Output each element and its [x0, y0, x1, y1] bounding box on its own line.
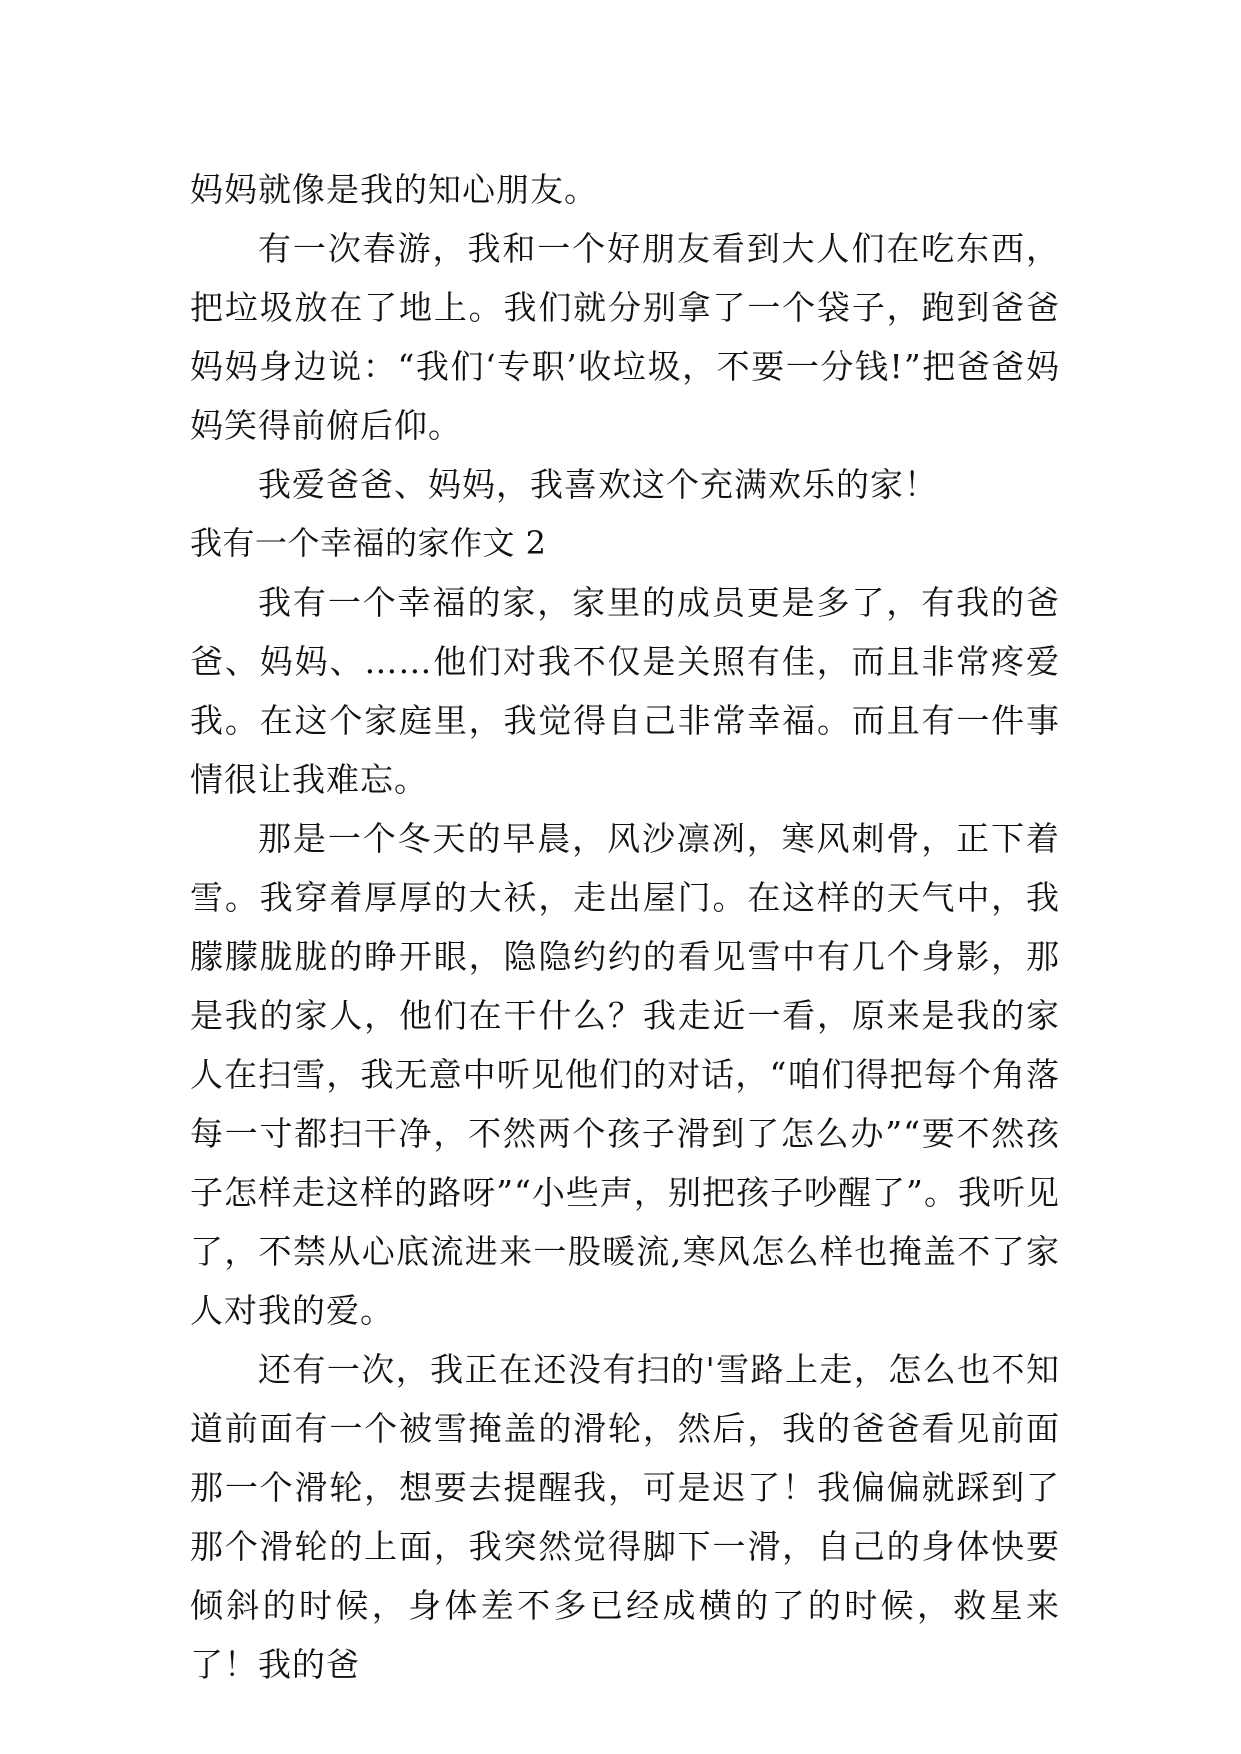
document-body: [190, 160, 1060, 1694]
paragraph-3: 我爱爸爸、妈妈，我喜欢这个充满欢乐的家！: [258, 465, 938, 504]
section-title: 我有一个幸福的家作文 2: [190, 524, 547, 562]
paragraph-2: 有一次春游，我和一个好朋友看到大人们在吃东西，把垃圾放在了地上。我们就分别拿了一个袋子，跑到爸爸妈妈身边说：“我们‘专职’收垃圾，不要一分钱!”把爸爸妈妈笑得前俯后仰。: [190, 229, 1060, 445]
section-paragraph-1: 我有一个幸福的家，家里的成员更是多了，有我的爸爸、妈妈、……他们对我不仅是关照有佳，而且非常疼爱我。在这个家庭里，我觉得自己非常幸福。而且有一件事情很让我难忘。: [190, 583, 1060, 799]
section-paragraph-2: 那是一个冬天的早晨，风沙凛冽，寒风刺骨，正下着雪。我穿着厚厚的大袄，走出屋门。在这样的天气中，我朦朦胧胧的睁开眼，隐隐约约的看见雪中有几个身影，那是我的家人，他们在干什么？我走近一看，原来是我的家人在扫雪，我无意中听见他们的对话，“咱们得把每个角落每一寸都扫干净，不然两个孩子滑到了怎么办”“要不然孩子怎样走这样的路呀”“小些声，别把孩子吵醒了”。我听见了，不禁从心底流进来一股暖流,寒风怎么样也掩盖不了家人对我的爱。: [190, 819, 1060, 1330]
paragraph-1: 妈妈就像是我的知心朋友。: [190, 170, 598, 209]
section-paragraph-3: 还有一次，我正在还没有扫的'雪路上走，怎么也不知道前面有一个被雪掩盖的滑轮，然后，我的爸爸看见前面那一个滑轮，想要去提醒我，可是迟了！我偏偏就踩到了那个滑轮的上面，我突然觉得脚下一滑，自己的身体快要倾斜的时候，身体差不多已经成横的了的时候，救星来了！我的爸: [190, 1350, 1060, 1684]
